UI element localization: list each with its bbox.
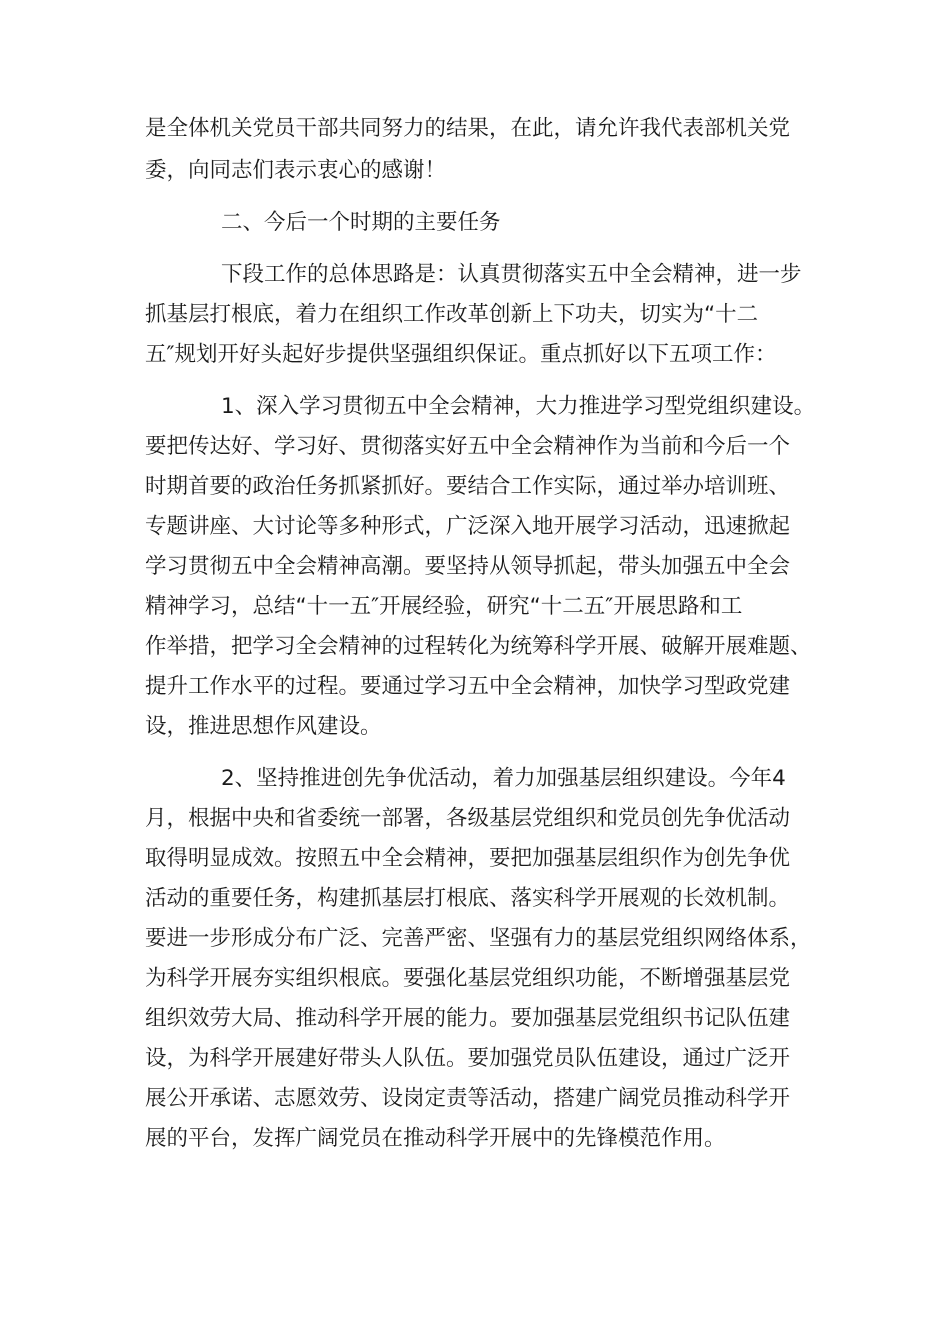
- item1-line: 提升工作水平的过程。要通过学习五中全会精神，加快学习型政党建: [145, 674, 791, 699]
- item2-line: 为科学开展夯实组织根底。要强化基层党组织功能，不断增强基层党: [145, 966, 791, 991]
- item1-line: 精神学习，总结“十一五″开展经验，研究“十二五″开展思路和工: [145, 594, 743, 619]
- item2-line: 2、坚持推进创先争优活动，着力加强基层组织建设。今年4: [221, 766, 786, 791]
- item2-line: 组织效劳大局、推动科学开展的能力。要加强基层党组织书记队伍建: [145, 1006, 791, 1031]
- section-heading: 二、今后一个时期的主要任务: [221, 210, 501, 235]
- item1-line: 设，推进思想作风建设。: [145, 714, 382, 739]
- intro-line: 是全体机关党员干部共同努力的结果，在此，请允许我代表部机关党: [145, 116, 791, 141]
- item1-line: 学习贯彻五中全会精神高潮。要坚持从领导抓起，带头加强五中全会: [145, 554, 791, 579]
- item2-line: 取得明显成效。按照五中全会精神，要把加强基层组织作为创先争优: [145, 846, 791, 871]
- item2-line: 活动的重要任务，构建抓基层打根底、落实科学开展观的长效机制。: [145, 886, 791, 911]
- item1-line: 专题讲座、大讨论等多种形式，广泛深入地开展学习活动，迅速掀起: [145, 514, 791, 539]
- item2-line: 设，为科学开展建好带头人队伍。要加强党员队伍建设，通过广泛开: [145, 1046, 791, 1071]
- intro-line: 委，向同志们表示衷心的感谢！: [145, 158, 447, 183]
- overview-line: 下段工作的总体思路是：认真贯彻落实五中全会精神，进一步: [221, 262, 802, 287]
- item2-line: 要进一步形成分布广泛、完善严密、坚强有力的基层党组织网络体系，: [145, 926, 812, 951]
- item1-line: 时期首要的政治任务抓紧抓好。要结合工作实际，通过举办培训班、: [145, 474, 791, 499]
- item2-line: 展公开承诺、志愿效劳、设岗定责等活动，搭建广阔党员推动科学开: [145, 1086, 791, 1111]
- item1-line: 要把传达好、学习好、贯彻落实好五中全会精神作为当前和今后一个: [145, 434, 791, 459]
- item2-line: 月，根据中央和省委统一部署，各级基层党组织和党员创先争优活动: [145, 806, 791, 831]
- overview-line: 五″规划开好头起好步提供坚强组织保证。重点抓好以下五项工作：: [145, 342, 777, 367]
- item1-line: 1、深入学习贯彻五中全会精神，大力推进学习型党组织建设。: [221, 394, 816, 419]
- item2-line: 展的平台，发挥广阔党员在推动科学开展中的先锋模范作用。: [145, 1126, 726, 1151]
- overview-line: 抓基层打根底，着力在组织工作改革创新上下功夫，切实为“十二: [145, 302, 759, 327]
- item1-line: 作举措，把学习全会精神的过程转化为统筹科学开展、破解开展难题、: [145, 634, 812, 659]
